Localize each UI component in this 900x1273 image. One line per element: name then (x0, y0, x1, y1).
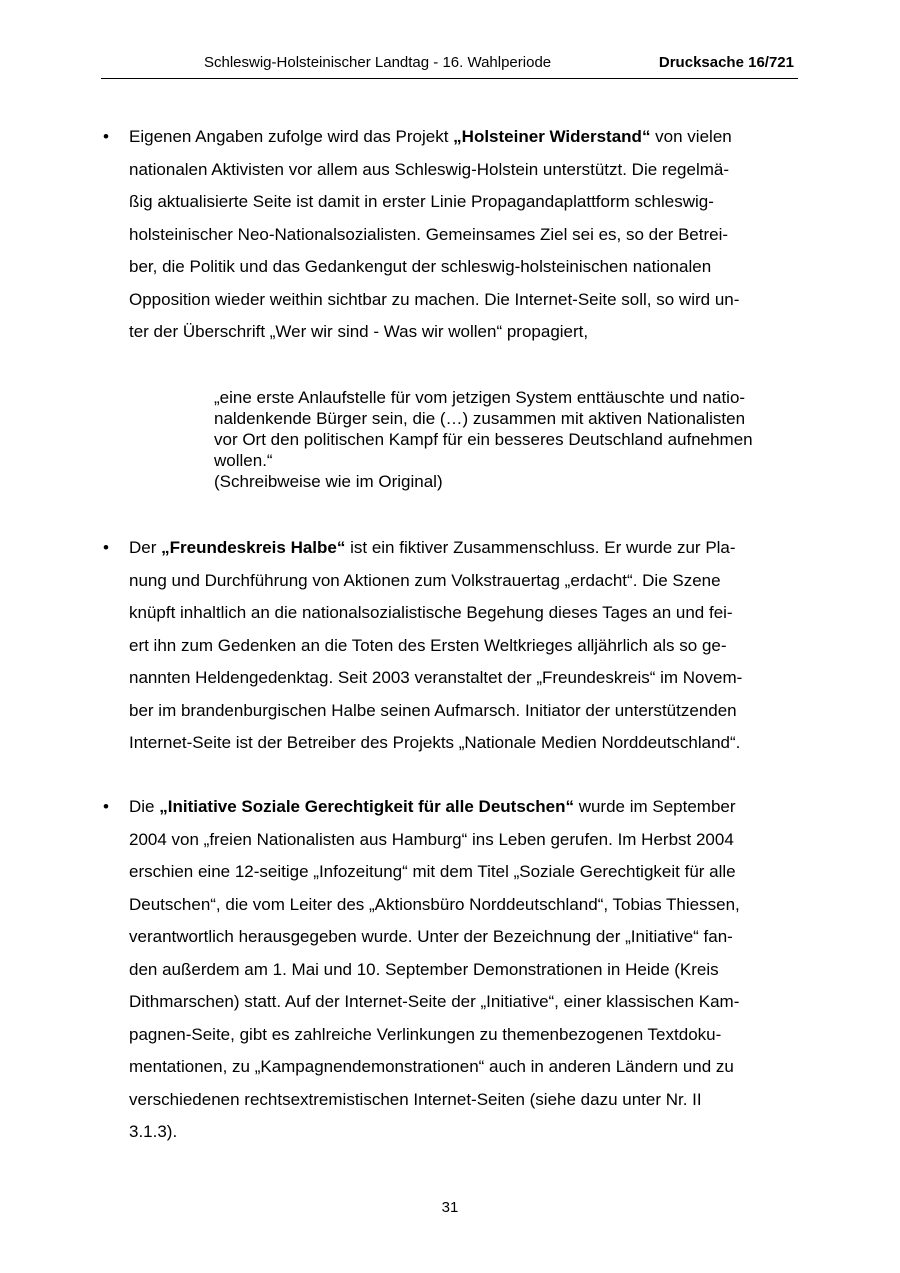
paragraph-text (129, 791, 789, 1149)
bullet-marker: • (103, 127, 109, 146)
bold-term: „Holsteiner Widerstand“ (453, 127, 651, 146)
text-line: verantwortlich herausgegeben wurde. Unter der Bezeichnung der „Initiative“ fan- (129, 927, 733, 946)
bullet-marker: • (103, 538, 109, 557)
text-line: Der „Freundeskreis Halbe“ ist ein fiktiver Zusammenschluss. Er wurde zur Pla- (129, 538, 736, 557)
text-line: ber im brandenburgischen Halbe seinen Aufmarsch. Initiator der unterstützenden (129, 700, 737, 720)
text-line: Internet-Seite ist der Betreiber des Projekts „Nationale Medien Norddeutschland“. (129, 733, 741, 752)
text-line: ber, die Politik und das Gedankengut der schleswig-holsteinischen nationalen (129, 257, 712, 276)
page-header (101, 52, 798, 79)
text-line: nung und Durchführung von Aktionen zum Volkstrauertag „erdacht“. Die Szene (129, 570, 721, 590)
text-line: erschien eine 12-seitige „Infozeitung“ mit dem Titel „Soziale Gerechtigkeit für alle (129, 862, 736, 881)
paragraph-text (129, 532, 789, 760)
text-line: nannten Heldengedenktag. Seit 2003 veranstaltet der „Freundeskreis“ im Novem- (129, 668, 743, 687)
text-line: Die „Initiative Soziale Gerechtigkeit für alle Deutschen“ wurde im September (129, 797, 736, 816)
text-line: knüpft inhaltlich an die nationalsozialistische Begehung dieses Tages an und fei- (129, 603, 733, 622)
text-line: ert ihn zum Gedenken an die Toten des Ersten Weltkrieges alljährlich als so ge- (129, 635, 727, 655)
text-line: Opposition wieder weithin sichtbar zu machen. Die Internet-Seite soll, so wird un- (129, 289, 740, 309)
text-line: mentationen, zu „Kampagnendemonstrationen“ auch in anderen Ländern und zu (129, 1057, 734, 1076)
paragraph-text (129, 121, 789, 349)
text-line: Eigenen Angaben zufolge wird das Projekt „Holsteiner Widerstand“ von vielen (129, 127, 732, 146)
bold-term: „Freundeskreis Halbe“ (161, 538, 346, 557)
text-line: Dithmarschen) statt. Auf der Internet-Seite der „Initiative“, einer klassischen Kam- (129, 992, 740, 1011)
bullet-marker: • (103, 797, 109, 816)
text-line: Deutschen“, die vom Leiter des „Aktionsbüro Norddeutschland“, Tobias Thiessen, (129, 894, 740, 914)
text-line: den außerdem am 1. Mai und 10. September Demonstrationen in Heide (Kreis (129, 959, 719, 979)
text-line: holsteinischer Neo-Nationalsozialisten. Gemeinsames Ziel sei es, so der Betrei- (129, 224, 729, 244)
text-line: 2004 von „freien Nationalisten aus Hamburg“ ins Leben gerufen. Im Herbst 2004 (129, 829, 734, 849)
page-number: 31 (441, 1199, 459, 1216)
quote-line: „eine erste Anlaufstelle für vom jetzigen System enttäuschte und natio- (214, 388, 746, 407)
document-number: Drucksache 16/721 (658, 54, 794, 71)
block-quote (214, 387, 799, 492)
quote-line: vor Ort den politischen Kampf für ein besseres Deutschland aufnehmen (214, 430, 753, 449)
text-line: ßig aktualisierte Seite ist damit in erster Linie Propagandaplattform schleswig- (129, 192, 714, 211)
text-line: verschiedenen rechtsextremistischen Internet-Seiten (siehe dazu unter Nr. II (129, 1089, 702, 1109)
text-line: nationalen Aktivisten vor allem aus Schleswig-Holstein unterstützt. Die regelmä- (129, 159, 729, 179)
header-title: Schleswig-Holsteinischer Landtag - 16. Wahlperiode (204, 54, 552, 71)
quote-source-note: (Schreibweise wie im Original) (214, 472, 443, 491)
text-line: ter der Überschrift „Wer wir sind - Was wir wollen“ propagiert, (129, 322, 589, 341)
bold-term: „Initiative Soziale Gerechtigkeit für alle Deutschen“ (159, 797, 574, 816)
text-line: 3.1.3). (129, 1122, 178, 1141)
quote-line: wollen.“ (214, 451, 273, 470)
text-line: pagnen-Seite, gibt es zahlreiche Verlinkungen zu themenbezogenen Textdoku- (129, 1024, 722, 1044)
quote-line: naldenkende Bürger sein, die (…) zusammen mit aktiven Nationalisten (214, 409, 746, 428)
